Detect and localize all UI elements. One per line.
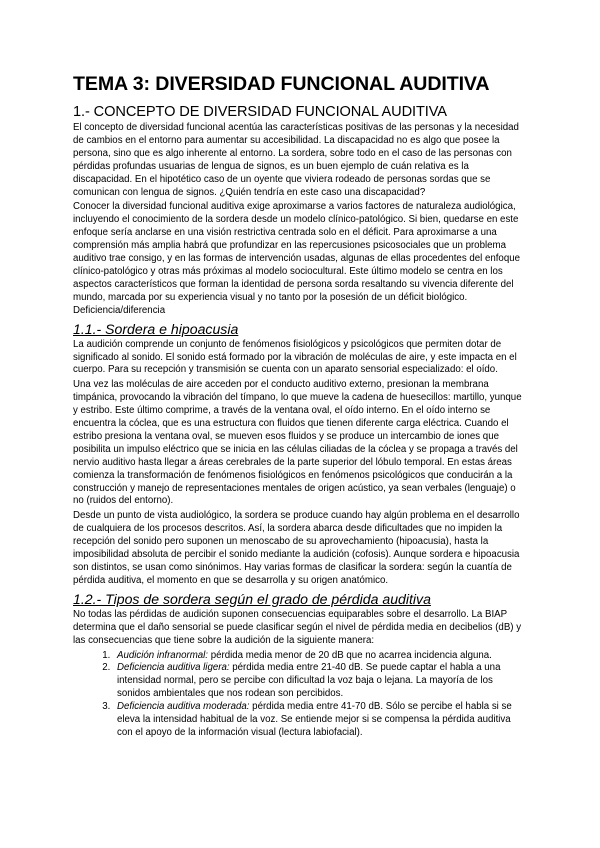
list-item-text: pérdida media entre 21-40 dB. Se puede captar el habla a una intensidad normal, pero se percibe con dificultad la voz baja o lejana. La mayoría de los sonidos ambientales que nos rodean son percibidos. bbox=[117, 662, 501, 700]
list-item-term: Audición infranormal: bbox=[117, 649, 209, 661]
list-item bbox=[113, 650, 527, 663]
section-1-2-paragraph-1: No todas las pérdidas de audición suponen consecuencias equiparables sobre el desarrollo. La BIAP determina que el daño sensorial se puede clasificar según el nivel de pérdida media en decibelios (dB) y las consecuencias que tiene sobre la audición de la siguiente manera: bbox=[73, 608, 522, 646]
section-1-heading: 1.- CONCEPTO DE DIVERSIDAD FUNCIONAL AUDITIVA bbox=[73, 104, 447, 120]
section-1-2-heading: 1.2.- Tipos de sordera según el grado de pérdida auditiva bbox=[73, 590, 431, 607]
list-item bbox=[113, 662, 527, 701]
section-1-1-paragraph-2: Una vez las moléculas de aire acceden por el conducto auditivo externo, presionan la membrana timpánica, provocando la vibración del tímpano, lo que mueve la cadena de huesecillos: martillo, yunque y estribo. Este último comprime, a través de la ventana oval, el oído interno. En el oído interno se encuentra la cóclea, que es una estructura con fluidos que tienen diferente carga eléctrica. Cuando el estribo presiona la ventana oval, se mueven esos fluidos y se produce un intercambio de iones que posibilita un impulso eléctrico que se inicia en las células ciliadas de la cóclea y se propaga a través del nervio auditivo hasta llegar a áreas cerebrales de la parte superior del lóbulo temporal. En estas áreas comienza la transformación de fenómenos fisiológicos en fenómenos psicológicos que conducirán a la construcción y manejo de representaciones mentales de origen acústico, ya sean verbales (lenguaje) o no (ruidos del entorno). bbox=[73, 379, 522, 507]
document-title: TEMA 3: DIVERSIDAD FUNCIONAL AUDITIVA bbox=[73, 73, 490, 95]
list-item-text: pérdida media menor de 20 dB que no acarrea incidencia alguna. bbox=[208, 649, 492, 661]
list-item-term: Deficiencia auditiva moderada: bbox=[117, 701, 250, 713]
list-item-text: pérdida media entre 41-70 dB. Sólo se percibe el habla si se eleva la intensidad habitual de la voz. Se entiende mejor si se compensa la pérdida auditiva con el apoyo de la información visual (lectura labiofacial). bbox=[117, 701, 512, 738]
section-1-paragraph-1: El concepto de diversidad funcional acentúa las características positivas de las personas y la necesidad de cambios en el entorno para aumentar su accesibilidad. La discapacidad no es algo que posee la persona, sino que es algo inherente al entorno. La sordera, sobre todo en el caso de las personas con pérdidas profundas usuarias de lengua de signos, es un buen ejemplo de cuán relativa es la discapacidad. En el hipotético caso de un oyente que viviera rodeado de personas sordas que se comunican con lengua de signos. ¿Quién tendría en este caso una discapacidad? bbox=[73, 122, 519, 198]
section-1-1-heading: 1.1.- Sordera e hipoacusia bbox=[73, 320, 239, 337]
list-item bbox=[113, 701, 527, 740]
section-1-1-paragraph-1: La audición comprende un conjunto de fenómenos fisiológicos y psicológicos que permiten dotar de significado al sonido. El sonido está formado por la vibración de moléculas de aire, y este impacta en el cuerpo. Para su recepción y transmisión se cuenta con un aparato sensorial especializado: el oído. bbox=[73, 338, 517, 376]
section-1-paragraph-2: Conocer la diversidad funcional auditiva exige aproximarse a varios factores de naturaleza audiológica, incluyendo el conocimiento de la sordera desde un modelo clínico-patológico. Si bien, quedarse en este enfoque sería anclarse en una visión restrictiva centrada solo en el déficit. Para aproximarse a una comprensión más amplia habrá que profundizar en las repercusiones psicosociales que un problema auditivo trae consigo, y en las formas de intervención usadas, algunas de ellas procedentes del enfoque clínico-patológico y otras más próximas al modelo sociocultural. Este último modelo se centra en los aspectos característicos que forman la identidad de persona sorda resaltando su vivencia diferente del mundo, marcada por su experiencia visual y no tanto por la posesión de un déficit biológico. Deficiencia/diferencia bbox=[73, 201, 520, 316]
hearing-loss-list bbox=[73, 650, 527, 740]
section-1-1-paragraph-3: Desde un punto de vista audiológico, la sordera se produce cuando hay algún problema en el desarrollo de cualquiera de los procesos descritos. Así, la sordera abarca desde dificultades que no impiden la recepción del sonido pero suponen un menoscabo de su aprovechamiento (hipoacusia), hasta la imposibilidad absoluta de percibir el sonido mediante la audición (cofosis). Aunque sordera e hipoacusia son distintos, se usan como sinónimos. Hay varias formas de clasificar la sordera: según la cuantía de pérdida auditiva, el momento en que se desarrolla y su origen anatómico. bbox=[73, 510, 520, 586]
list-item-term: Deficiencia auditiva ligera: bbox=[117, 662, 230, 674]
